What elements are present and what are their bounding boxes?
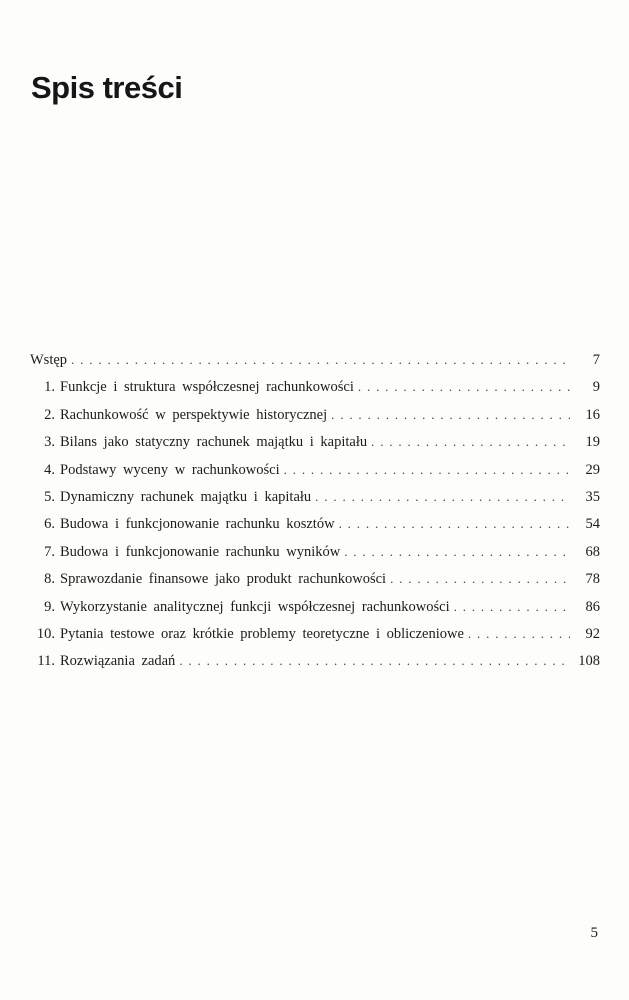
toc-dot-leader xyxy=(335,510,570,537)
toc-dot-leader xyxy=(327,401,570,428)
toc-entry-page: 86 xyxy=(585,598,600,615)
toc-entry-label: Pytania testowe oraz krótkie problemy teoretyczne i obliczeniowe xyxy=(60,625,464,642)
toc-entry-chapter-3 xyxy=(30,428,600,455)
toc-entry-page: 29 xyxy=(585,461,600,478)
toc-entry-label: Wykorzystanie analitycznej funkcji współczesnej rachunkowości xyxy=(60,598,450,615)
toc-entry-number: 5. xyxy=(44,488,55,505)
toc-entry-page: 54 xyxy=(585,516,600,533)
toc-dot-leader xyxy=(354,373,570,400)
toc-entry-label: Wstęp xyxy=(30,352,68,368)
toc-dot-leader xyxy=(386,565,570,592)
toc-entry-page: 7 xyxy=(592,352,600,368)
toc-entry-chapter-5 xyxy=(30,483,600,510)
toc-dot-leader xyxy=(367,428,570,455)
toc-entry-number: 4. xyxy=(44,461,55,478)
toc-entry-page: 19 xyxy=(585,434,600,451)
toc-dot-leader xyxy=(340,538,570,565)
toc-entry-intro xyxy=(30,346,600,373)
page-title: Spis treści xyxy=(31,70,183,105)
toc-entry-chapter-1 xyxy=(30,373,600,400)
toc-dot-leader xyxy=(67,346,570,373)
toc-entry-label: Bilans jako statyczny rachunek majątku i kapitału xyxy=(60,434,368,451)
toc-entry-chapter-7 xyxy=(30,538,600,565)
toc-entry-page: 35 xyxy=(585,488,600,505)
toc-dot-leader xyxy=(280,456,570,483)
toc-entry-page: 68 xyxy=(585,543,600,560)
toc-entry-label: Rozwiązania zadań xyxy=(60,653,176,670)
toc-entry-chapter-2 xyxy=(30,401,600,428)
toc-entry-page: 78 xyxy=(585,571,600,588)
toc-entry-label: Budowa i funkcjonowanie rachunku wyników xyxy=(60,543,341,560)
toc-entry-label: Rachunkowość w perspektywie historycznej xyxy=(60,406,328,423)
toc-entry-chapter-9 xyxy=(30,593,600,620)
toc-entry-number: 8. xyxy=(44,571,55,588)
toc-entry-number: 10. xyxy=(36,625,55,642)
toc-entry-page: 9 xyxy=(592,379,600,396)
toc-entry-number: 6. xyxy=(44,516,55,533)
toc-entry-chapter-4 xyxy=(30,456,600,483)
toc-entry-chapter-8 xyxy=(30,565,600,592)
toc-entry-page: 92 xyxy=(585,625,600,642)
toc-entry-number: 9. xyxy=(44,598,55,615)
toc-entry-page: 16 xyxy=(585,406,600,423)
toc-entry-number: 3. xyxy=(44,434,55,451)
toc-dot-leader xyxy=(464,620,570,647)
toc-entry-chapter-11 xyxy=(30,647,600,674)
page-number: 5 xyxy=(590,925,598,941)
toc-entry-chapter-6 xyxy=(30,510,600,537)
toc-dot-leader xyxy=(175,647,570,674)
toc-dot-leader xyxy=(311,483,570,510)
toc-entry-label: Sprawozdanie finansowe jako produkt rachunkowości xyxy=(60,571,387,588)
toc-entry-number: 2. xyxy=(44,406,55,423)
toc-entry-number: 7. xyxy=(44,543,55,560)
toc-entry-label: Funkcje i struktura współczesnej rachunkowości xyxy=(60,379,354,396)
toc-entry-chapter-10 xyxy=(30,620,600,647)
table-of-contents xyxy=(30,346,600,675)
toc-dot-leader xyxy=(450,593,570,620)
toc-entry-label: Budowa i funkcjonowanie rachunku kosztów xyxy=(60,516,335,533)
toc-entry-label: Podstawy wyceny w rachunkowości xyxy=(60,461,280,478)
toc-entry-number: 11. xyxy=(37,653,55,670)
toc-entry-label: Dynamiczny rachunek majątku i kapitału xyxy=(60,488,312,505)
toc-entry-number: 1. xyxy=(44,379,55,396)
toc-entry-page: 108 xyxy=(578,653,600,670)
